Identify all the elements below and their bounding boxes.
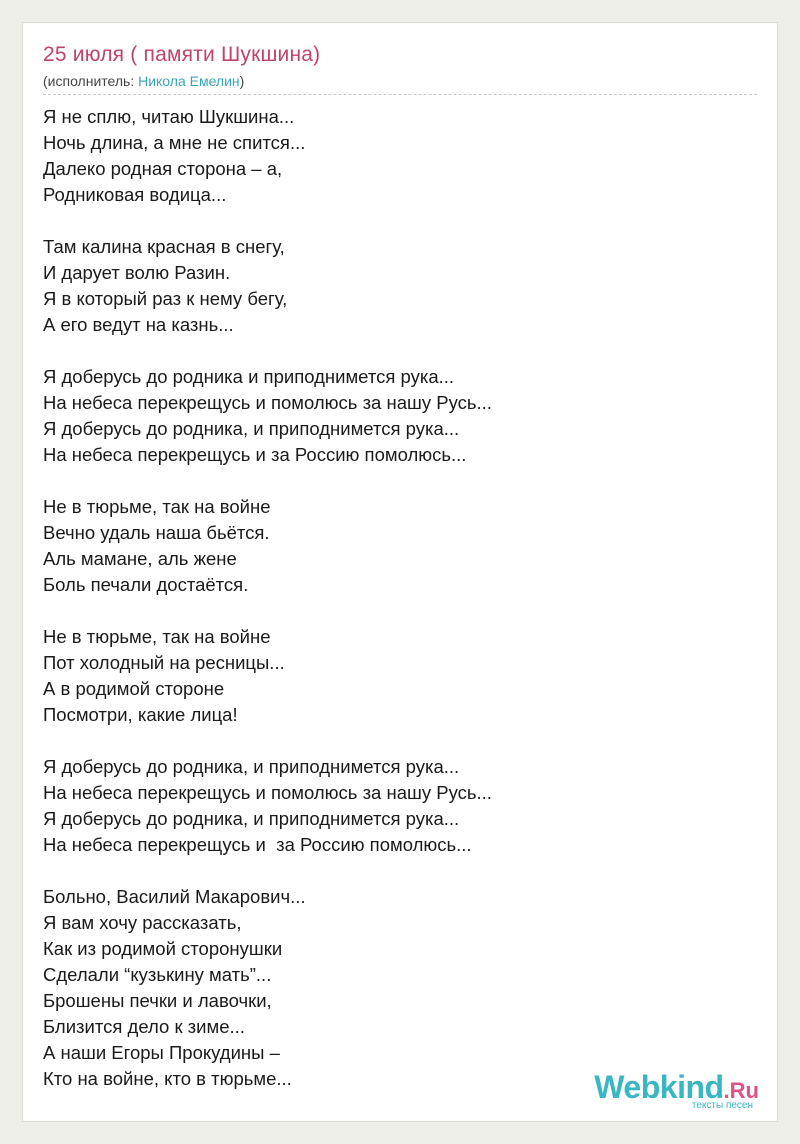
stanza [43,754,743,858]
lyric-line: А наши Егоры Прокудины – [43,1042,280,1063]
artist-link[interactable]: Никола Емелин [138,73,240,89]
lyric-line: Я не сплю, читаю Шукшина... [43,106,295,127]
lyric-line: Я доберусь до родника, и приподнимется рука... [43,808,460,829]
lyric-line: Брошены печки и лавочки, [43,990,272,1011]
site-logo[interactable] [594,1069,759,1111]
lyric-line: А его ведут на казнь... [43,314,234,335]
lyric-line: Как из родимой сторонушки [43,938,283,959]
stanza [43,364,743,468]
lyrics-body [43,104,743,1092]
stanza [43,234,743,338]
stanza [43,494,743,598]
divider [43,94,757,95]
lyric-line: Вечно удаль наша бьётся. [43,522,270,543]
artist-line [43,73,244,89]
lyric-line: Больно, Василий Макарович... [43,886,306,907]
lyric-line: Сделали “кузькину мать”... [43,964,272,985]
artist-prefix: (исполнитель: [43,73,139,89]
logo-tagline: тексты песен [691,1100,753,1111]
lyric-line: Посмотри, какие лица! [43,704,238,725]
lyric-line: Я доберусь до родника, и приподнимется рука... [43,418,460,439]
lyric-line: На небеса перекрещусь и за Россию помолюсь... [43,444,467,465]
lyric-line: Пот холодный на ресницы... [43,652,285,673]
lyric-line: А в родимой стороне [43,678,225,699]
lyric-line: Я доберусь до родника, и приподнимется рука... [43,756,460,777]
lyric-line: Боль печали достаётся. [43,574,249,595]
stanza [43,884,743,1092]
lyric-line: Не в тюрьме, так на войне [43,626,271,647]
lyric-line: Ночь длина, а мне не спится... [43,132,306,153]
artist-suffix: ) [239,73,245,89]
lyric-line: Близится дело к зиме... [43,1016,245,1037]
lyric-line: Кто на войне, кто в тюрьме... [43,1068,292,1089]
lyric-line: Я в который раз к нему бегу, [43,288,288,309]
lyric-line: Там калина красная в снегу, [43,236,285,257]
stanza [43,104,743,208]
logo-word: Webkind [594,1069,724,1105]
lyric-line: На небеса перекрещусь и за Россию помолюсь... [43,834,472,855]
lyric-line: Аль мамане, аль жене [43,548,237,569]
lyric-line: Далеко родная сторона – а, [43,158,283,179]
lyrics-card [22,22,778,1122]
lyric-line: И дарует волю Разин. [43,262,231,283]
lyric-line: Я вам хочу рассказать, [43,912,242,933]
lyric-line: Я доберусь до родника и приподнимется рука... [43,366,455,387]
lyric-line: На небеса перекрещусь и помолюсь за нашу Русь... [43,392,492,413]
logo-tld: .Ru [723,1078,759,1103]
lyric-line: Родниковая водица... [43,184,227,205]
song-title: 25 июля ( памяти Шукшина) [43,43,321,66]
lyric-line: На небеса перекрещусь и помолюсь за нашу Русь... [43,782,492,803]
stanza [43,624,743,728]
lyric-line: Не в тюрьме, так на войне [43,496,271,517]
